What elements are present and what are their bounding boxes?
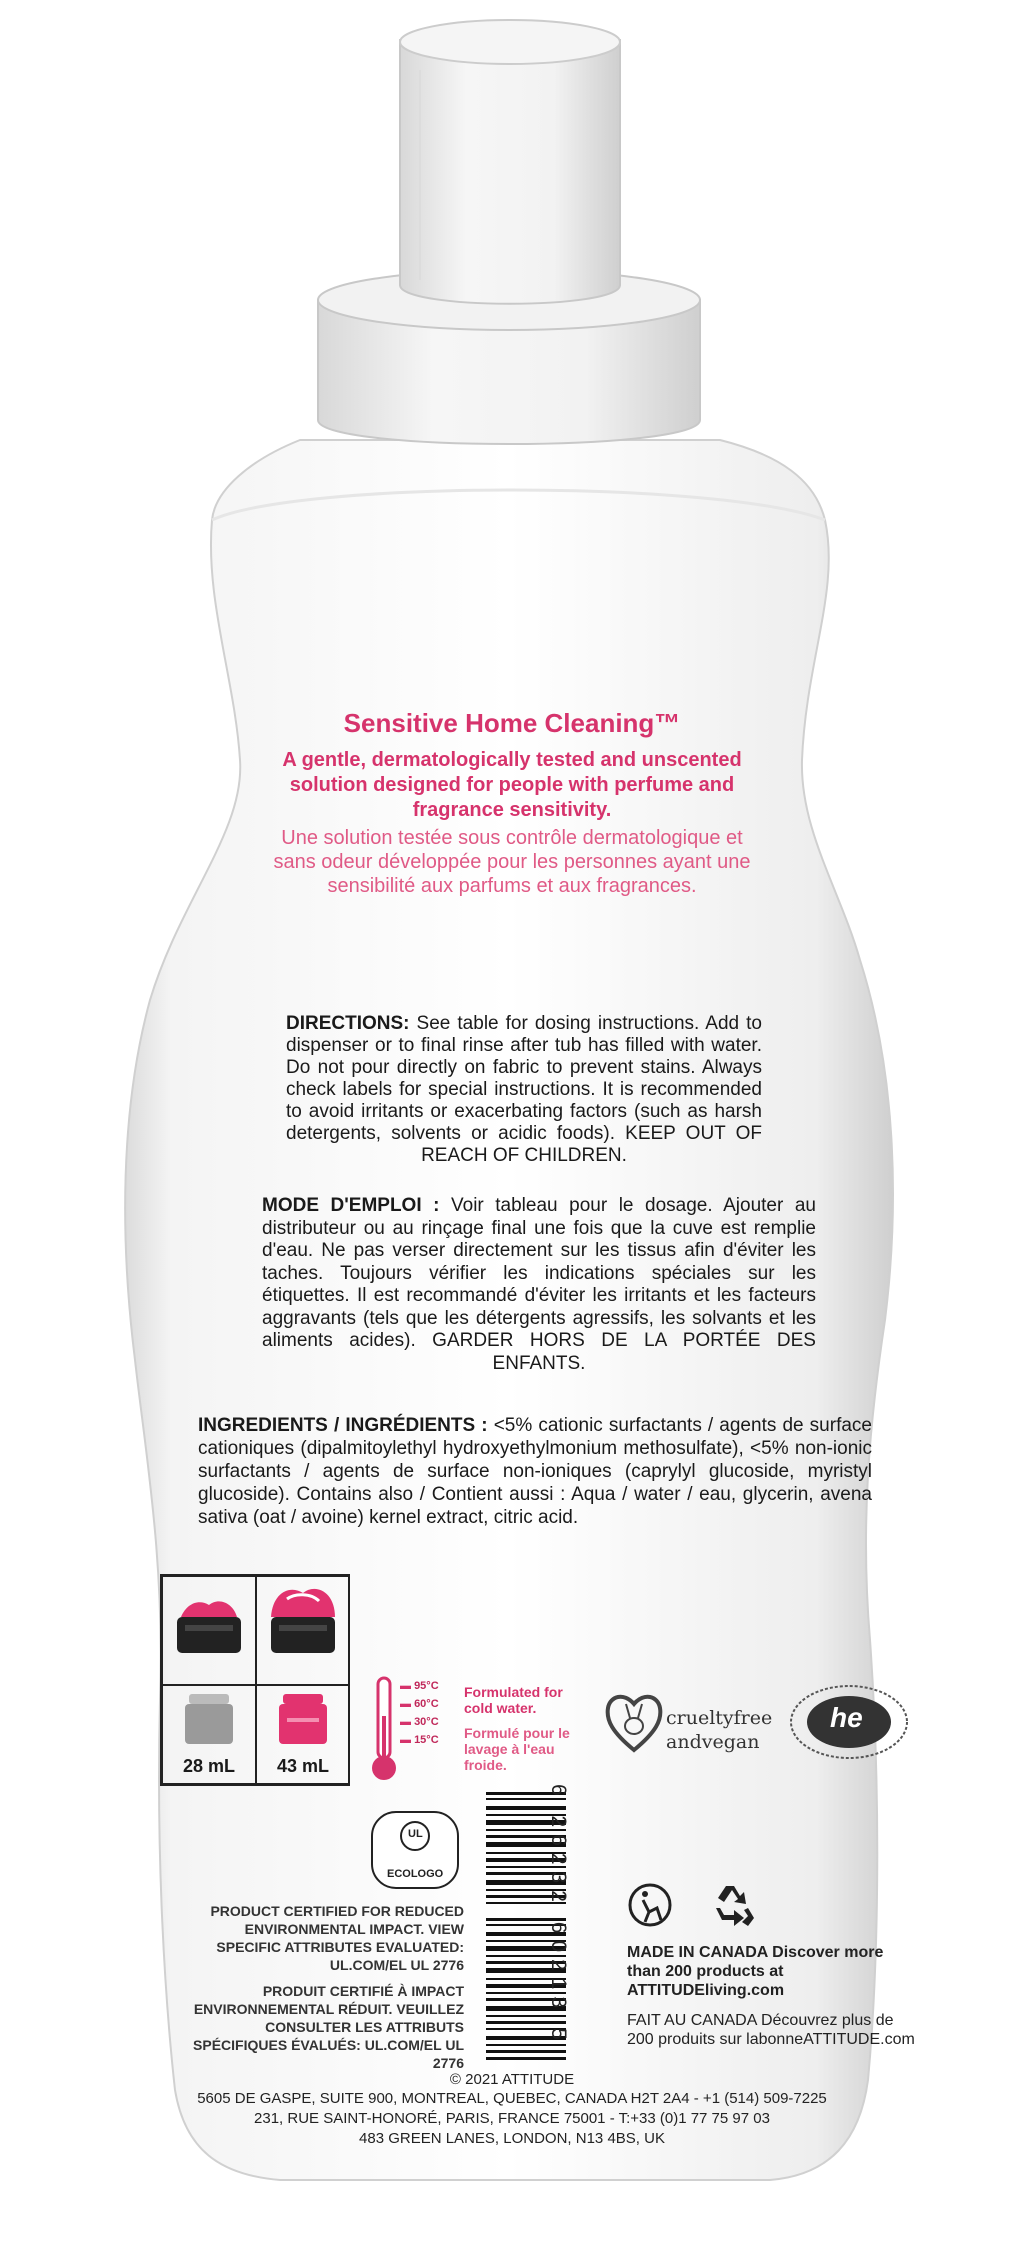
measuring-cap-small-icon	[163, 1686, 255, 1756]
barcode-number: 6 26232 60213 5	[547, 1784, 570, 2047]
directions-fr	[262, 1195, 816, 1375]
cruelty-free-text: crueltyfree	[666, 1707, 773, 1729]
recycle-icon	[708, 1880, 758, 1928]
temp-15: 15°C	[414, 1734, 439, 1746]
address-montreal: 5605 DE GASPE, SUITE 900, MONTREAL, QUEBEC, CANADA H2T 2A4 - +1 (514) 509-7225	[197, 2090, 827, 2107]
thermometer-icon	[370, 1676, 400, 1786]
made-in-fr: FAIT AU CANADA Découvrez plus de 200 produits sur labonneATTITUDE.com	[627, 2012, 915, 2048]
ul-text: UL	[408, 1828, 423, 1840]
directions-en	[286, 1013, 762, 1167]
temp-95: 95°C	[414, 1680, 439, 1692]
ingredients	[198, 1414, 872, 1529]
ingredients-text: <5% cationic surfactants / agents de surface cationiques (dipalmitoylethyl hydroxyethylmonium methosulfate), <5% non-ionic surfactants / agents de surface non-ioniques (caprylyl glucoside, myristyl glucoside). Contains also / Contient aussi : Aqua / water / eau, glycerin, avena sativa (oat / avoine) kernel extract, citric acid.	[198, 1415, 872, 1528]
small-load-basket-icon	[163, 1577, 255, 1679]
copyright: © 2021 ATTITUDE	[449, 2071, 575, 2088]
temp-60: 60°C	[414, 1698, 439, 1710]
tidyman-icon	[627, 1880, 673, 1930]
product-line-title: Sensitive Home Cleaning™	[343, 708, 681, 738]
cold-water-fr: Formulé pour le lavage à l'eau froide.	[464, 1725, 570, 1773]
dose-cup-small	[162, 1685, 256, 1784]
cruelty-free-bunny-icon	[604, 1686, 664, 1756]
vegan-text: andvegan	[666, 1731, 760, 1753]
made-in-en: MADE IN CANADA Discover more than 200 products at ATTITUDEliving.com	[627, 1944, 884, 1999]
certification-en: PRODUCT CERTIFIED FOR REDUCED ENVIRONMENTAL IMPACT. VIEW SPECIFIC ATTRIBUTES EVALUATED: UL.COM/EL UL 2776	[210, 1903, 464, 1973]
address-london: 483 GREEN LANES, LONDON, N13 4BS, UK	[359, 2130, 665, 2147]
he-badge-text: he	[830, 1702, 863, 1733]
cold-water-en: Formulated for cold water.	[464, 1684, 563, 1716]
dose-small-load	[162, 1576, 256, 1685]
measuring-cap-large-icon	[257, 1686, 349, 1756]
address-paris: 231, RUE SAINT-HONORÉ, PARIS, FRANCE 75001 - T:+33 (0)1 77 75 97 03	[254, 2110, 770, 2127]
product-photo: Sensitive Home Cleaning™ A gentle, dermatologically tested and unscented solution designed for people with perfume and fragrance sensitivity. Une solution testée sous contrôle dermatologique et sans odeur développée pour les personnes ayant une sensibilité aux parfums et aux fragrances. DIRECTIONS: See table for dosing instructions. Add to dispenser or to final rinse after tub has filled with water. Do not pour directly on fabric to prevent stains. Always check labels for special instructions. It is recommended to avoid irritants or exacerbating factors (such as harsh detergents, solvents or acidic foods). KEEP OUT OF REACH OF CHILDREN. MODE D'EMPLOI : Voir tableau pour le dosage. Ajouter au distributeur ou au rinçage final une fois que la cuve est remplie d'eau. Ne pas verser directement sur les tissus afin d'éviter les taches. Toujours vérifier les indications spéciales sur les étiquettes. Il est recommandé d'éviter les irritants et les facteurs aggravants (tels que les détergents agressifs, les solvants et les aliments acides). GARDER HORS DE LA PORTÉE DES ENFANTS. INGREDIENTS / INGRÉDIENTS : <5% cationic surfactants / agents de surface cationiques (dipalmitoylethyl hydroxyethylmonium methosulfate), <5% non-ionic surfactants / agents de surface non-ioniques (caprylyl glucoside, myristyl glucoside). Contains also / Contient aussi : Aqua / water / eau, glycerin, avena sativa (oat / avoine) kernel extract, citric acid. 28 mL 43 mL ▬ 95°C ▬ 60°C ▬ 30°C ▬ 15°C Formulated for cold water. Formulé pour le lavage à l'eau froide. crueltyfree andvegan he UL ECOLOGO PRODUCT CERTIFIED FOR REDUCED ENVIRONMENTAL IMPACT. VIEW SPECIFIC ATTRIBUTES EVALUATED: UL.COM/EL UL 2776 PRODUIT CERTIFIÉ À IMPACT ENVIRONNEMENTAL RÉDUIT. VEUILLEZ CONSULTER LES ATTRIBUTS SPÉCIFIQUES ÉVALUÉS: UL.COM/EL UL 2776 6 26232 60213 5 MADE IN CANADA Discover more than 200 products at ATTITUDEliving.com FAIT AU CANADA Découvrez plus de 200 produits sur labonneATTITUDE.com © 2021 ATTITUDE 5605 DE GASPE, SUITE 900, MONTREAL, QUEBEC, CANADA H2T 2A4 - +1 (514) 509-7225 231, RUE SAINT-HONORÉ, PARIS, FRANCE 75001 - T:+33 (0)1 77 75 97 03 483 GREEN LANES, LONDON, N13 4BS, UK	[0, 0, 1024, 2253]
directions-label-en: DIRECTIONS:	[286, 1013, 410, 1034]
ingredients-label: INGREDIENTS / INGRÉDIENTS :	[198, 1415, 488, 1436]
dose-cup-large	[256, 1685, 350, 1784]
description-fr: Une solution testée sous contrôle dermatologique et sans odeur développée pour les personnes ayant une sensibilité aux parfums et aux fragrances.	[273, 827, 751, 897]
dose-small-ml: 28 mL	[182, 1756, 236, 1776]
dose-large-load	[256, 1576, 350, 1685]
large-load-basket-icon	[257, 1577, 349, 1679]
directions-label-fr: MODE D'EMPLOI :	[262, 1195, 440, 1216]
dose-large-ml: 43 mL	[276, 1756, 330, 1776]
directions-text-fr: Voir tableau pour le dosage. Ajouter au distributeur ou au rinçage final une fois que la cuve est remplie d'eau. Ne pas verser directement sur les tissus afin d'éviter les taches. Toujours vérifier les indications spéciales sur les étiquettes. Il est recommandé d'éviter les irritants et les facteurs aggravants (tels que les détergents agressifs, les solvants et les aliments acides). GARDER HORS DE LA PORTÉE DES ENFANTS.	[262, 1195, 816, 1374]
ecologo-text: ECOLOGO	[387, 1868, 444, 1880]
description-en: A gentle, dermatologically tested and unscented solution designed for people with perfume and fragrance sensitivity.	[282, 749, 742, 821]
directions-text-en: See table for dosing instructions. Add to dispenser or to final rinse after tub has filled with water. Do not pour directly on fabric to prevent stains. Always check labels for special instructions. It is recommended to avoid irritants or exacerbating factors (such as harsh detergents, solvents or acidic foods). KEEP OUT OF REACH OF CHILDREN.	[286, 1013, 762, 1166]
certification-fr: PRODUIT CERTIFIÉ À IMPACT ENVIRONNEMENTAL RÉDUIT. VEUILLEZ CONSULTER LES ATTRIBUTS SPÉCIFIQUES ÉVALUÉS: UL.COM/EL UL 2776	[193, 1983, 464, 2071]
dosing-table	[160, 1574, 350, 1786]
temp-30: 30°C	[414, 1716, 439, 1728]
